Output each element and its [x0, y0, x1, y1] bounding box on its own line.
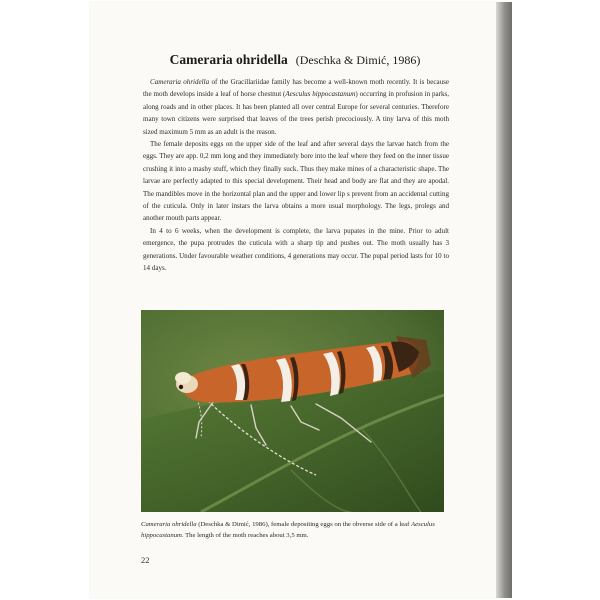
- caption-host-italic: Aesculus hippocastanum: [141, 521, 435, 539]
- book-spine-shadow: [496, 2, 512, 598]
- moth-head-tuft: [175, 372, 191, 384]
- title-species-name: Cameraria ohridella: [169, 52, 288, 67]
- host-plant-italic: Aesculus hippocastanum: [285, 90, 356, 99]
- species-name-italic: Cameraria ohridella: [150, 78, 210, 86]
- article-body: [143, 76, 449, 275]
- photo-caption: [141, 519, 447, 541]
- caption-text-b: . The length of the moth reaches about 3,5 mm.: [181, 532, 309, 539]
- paragraph-2: The female deposits eggs on the upper side of the leaf and after several days the larvae hatch from the eggs. They are app. 0,2 mm long and they immediately bore into the leaf where they feed on the inner tissue crushing it into a mashy stuff, which they finally suck. Thus they make mines of a characteristic shape. The larvae are perfectly adapted to this special development. Their head and body are flat and they are apodal. The mandibles move in the horizontal plan and the upper and lower lip s prevent from an accidental cutting of the cuticula. Only in later instars the larva obtains a more usual morphology. The legs, prolegs and another mouth parts appear.: [143, 140, 449, 223]
- moth-eye: [179, 385, 183, 389]
- paragraph-1-text-a: of the Gracillariidae family has become a well-known moth recently. It is because the moth develops inside a leaf of horse chestnut (: [143, 78, 449, 99]
- paragraph-1: [143, 76, 449, 138]
- moth-photo: [141, 310, 444, 512]
- caption-text-a: (Deschka & Dimić, 1986), female depositing eggs on the obverse side of a leaf: [196, 521, 412, 528]
- title-authority: (Deschka & Dimić, 1986): [295, 53, 421, 67]
- caption-species-italic: Cameraria ohridella: [141, 521, 197, 528]
- page-number: 22: [141, 555, 150, 565]
- paragraph-3: In 4 to 6 weeks, when the development is complete, the larva pupates in the mine. Prior to adult emergence, the pupa protrudes the cuticula with a sharp tip and pushes out. The moth usually has 3 generations. Under favourable weather conditions, 4 generations may occur. The pupal period lasts for 10 to 14 days.: [143, 226, 449, 273]
- page-title: [90, 35, 500, 72]
- paragraph-1-text-b: ) occurring in profusion in parks, along roads and in other places. It has been planted all over central Europe for several centuries. Therefore many town citizens were surprised that leaves of the trees perish precociously. A tiny larva of this moth sized maximum 5 mm as an adult is the reason.: [143, 90, 450, 136]
